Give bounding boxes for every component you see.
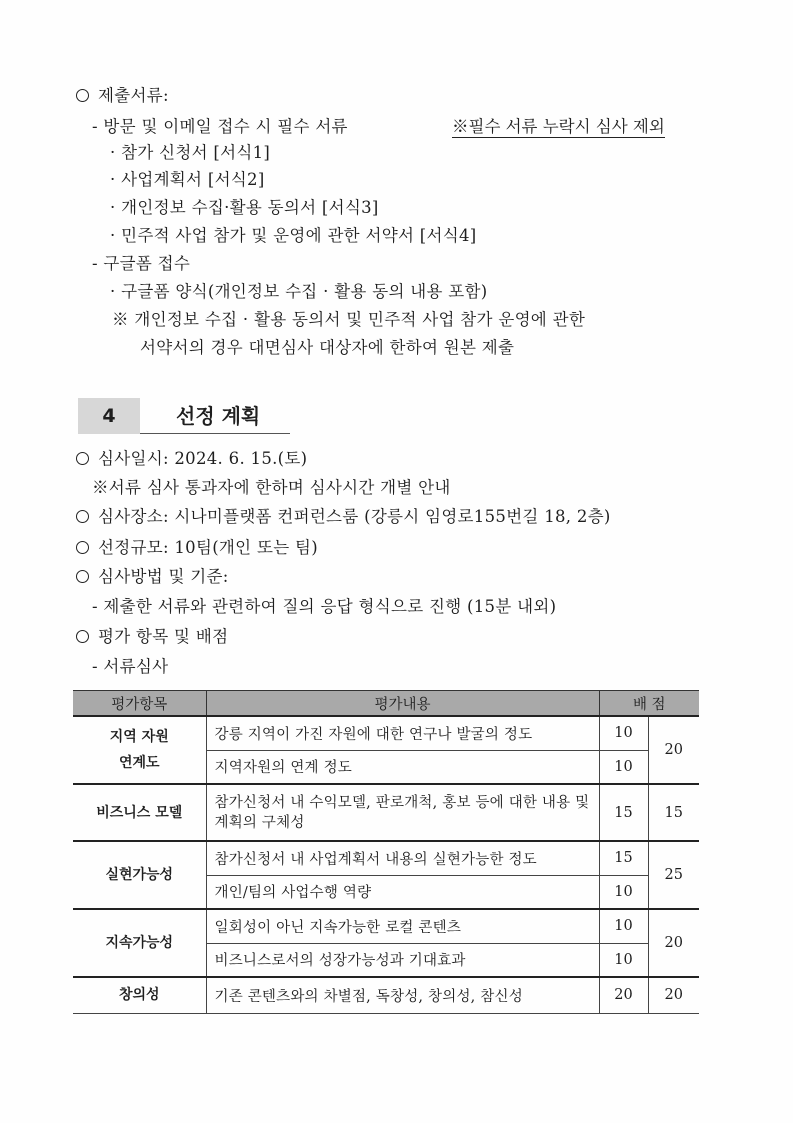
- total-cell: 20: [648, 716, 699, 784]
- score-cell: 10: [599, 716, 648, 750]
- content-cell: 비즈니스로서의 성장가능성과 기대효과: [206, 943, 599, 977]
- table-row: [73, 909, 699, 943]
- review-method-detail: - 제출한 서류와 관련하여 질의 응답 형식으로 진행 (15분 내외): [92, 597, 557, 616]
- content-cell: 강릉 지역이 가진 자원에 대한 연구나 발굴의 정도: [206, 716, 599, 750]
- review-date: 심사일시: 2024. 6. 15.(토): [76, 448, 307, 470]
- evaluation-table: [73, 690, 699, 1014]
- original-note-line2: 서약서의 경우 대면심사 대상자에 한하여 원본 제출: [140, 338, 515, 357]
- circle-bullet-icon: [76, 510, 89, 523]
- total-cell: 20: [648, 977, 699, 1013]
- category-cell: 지역 자원 연계도: [73, 716, 206, 784]
- total-cell: 20: [648, 909, 699, 977]
- selection-scale: 선정규모: 10팀(개인 또는 팀): [76, 537, 318, 559]
- table-row: [73, 784, 699, 841]
- score-cell: 15: [599, 784, 648, 841]
- col-header-content: 평가내용: [206, 691, 599, 717]
- content-cell: 일회성이 아닌 지속가능한 로컬 콘텐츠: [206, 909, 599, 943]
- circle-bullet-icon: [76, 630, 89, 643]
- total-cell: 15: [648, 784, 699, 841]
- section-header: [78, 398, 290, 434]
- score-cell: 10: [599, 909, 648, 943]
- google-form-item: · 구글폼 양식(개인정보 수집 · 활용 동의 내용 포함): [110, 282, 488, 301]
- doc-item: · 참가 신청서 [서식1]: [110, 143, 271, 162]
- table-row: [73, 977, 699, 1013]
- table-row: [73, 716, 699, 750]
- circle-bullet-icon: [76, 570, 89, 583]
- category-cell: 비즈니스 모델: [73, 784, 206, 841]
- content-cell: 기존 콘텐츠와의 차별점, 독창성, 창의성, 참신성: [206, 977, 599, 1013]
- circle-bullet-icon: [76, 452, 89, 465]
- docs-sub-visit: - 방문 및 이메일 접수 시 필수 서류: [92, 117, 348, 136]
- docs-heading: 제출서류:: [76, 85, 169, 107]
- col-header-score: 배 점: [599, 691, 699, 717]
- category-cell: 창의성: [73, 977, 206, 1013]
- content-cell: 지역자원의 연계 정도: [206, 750, 599, 784]
- doc-item: · 민주적 사업 참가 및 운영에 관한 서약서 [서식4]: [110, 226, 477, 245]
- doc-item: · 사업계획서 [서식2]: [110, 170, 265, 189]
- score-cell: 15: [599, 841, 648, 875]
- total-cell: 25: [648, 841, 699, 909]
- content-cell: 참가신청서 내 사업계획서 내용의 실현가능한 정도: [206, 841, 599, 875]
- required-note: ※필수 서류 누락시 심사 제외: [452, 117, 665, 136]
- circle-bullet-icon: [76, 89, 89, 102]
- score-cell: 20: [599, 977, 648, 1013]
- doc-item: · 개인정보 수집·활용 동의서 [서식3]: [110, 198, 379, 217]
- eval-sub-heading: - 서류심사: [92, 657, 169, 676]
- table-header-row: [73, 691, 699, 717]
- docs-sub-google: - 구글폼 접수: [92, 254, 191, 273]
- review-date-note: ※서류 심사 통과자에 한하며 심사시간 개별 안내: [92, 478, 451, 497]
- score-cell: 10: [599, 750, 648, 784]
- section-title: 선정 계획: [176, 404, 261, 428]
- score-cell: 10: [599, 875, 648, 909]
- category-cell: 지속가능성: [73, 909, 206, 977]
- review-place: 심사장소: 시나미플랫폼 컨퍼런스룸 (강릉시 임영로155번길 18, 2층): [76, 506, 611, 528]
- section-number: 4: [78, 398, 140, 434]
- review-method: 심사방법 및 기준:: [76, 566, 229, 588]
- eval-heading: 평가 항목 및 배점: [76, 626, 228, 648]
- content-cell: 개인/팀의 사업수행 역량: [206, 875, 599, 909]
- circle-bullet-icon: [76, 541, 89, 554]
- original-note-line1: ※ 개인정보 수집 · 활용 동의서 및 민주적 사업 참가 운영에 관한: [112, 310, 586, 329]
- score-cell: 10: [599, 943, 648, 977]
- table-row: [73, 841, 699, 875]
- col-header-category: 평가항목: [73, 691, 206, 717]
- category-cell: 실현가능성: [73, 841, 206, 909]
- section-underline: [140, 433, 290, 434]
- content-cell: 참가신청서 내 수익모델, 판로개척, 홍보 등에 대한 내용 및 계획의 구체성: [206, 784, 599, 841]
